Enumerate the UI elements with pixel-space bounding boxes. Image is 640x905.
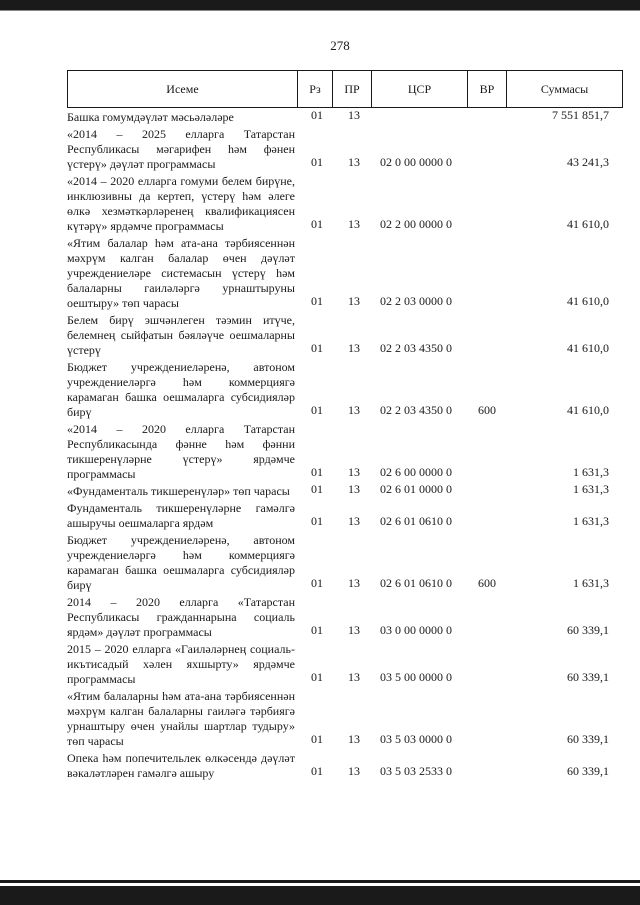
row-rz: 01 <box>311 341 323 355</box>
row-pr: 13 <box>348 294 360 308</box>
row-name: «2014 – 2020 елларга гомуми белем бирүне, инклюзивны да кертеп, үстерү һәм әлеге өлкә хезмәткәрләренең квалификациясен күтәрү» ярдәмче программасы <box>67 174 295 233</box>
row-rz: 01 <box>311 465 323 479</box>
header-csr: ЦСР <box>407 82 432 96</box>
row-sum: 1 631,3 <box>573 482 609 496</box>
table-row <box>67 358 623 420</box>
row-name: Башка гомумдәүләт мәсьәләләре <box>67 110 234 124</box>
header-sum: Суммасы <box>540 82 589 96</box>
header-vr: ВР <box>479 82 495 96</box>
table-row <box>67 420 623 482</box>
row-sum: 60 339,1 <box>567 764 609 778</box>
table-row <box>67 172 623 234</box>
row-rz: 01 <box>311 623 323 637</box>
row-pr: 13 <box>348 465 360 479</box>
row-rz: 01 <box>311 514 323 528</box>
table-row <box>67 311 623 358</box>
header-name: Исеме <box>166 82 199 96</box>
scan-bottom-line <box>0 880 640 883</box>
row-name: Бюджет учреждениеләренә, автоном учреждениеләргә һәм коммерциягә карамаган башка оешмаларга субсидияләр бирү <box>67 533 295 592</box>
budget-table <box>67 70 623 781</box>
row-csr: 03 0 00 0000 0 <box>380 623 452 637</box>
row-sum: 7 551 851,7 <box>552 108 609 122</box>
row-rz: 01 <box>311 732 323 746</box>
row-sum: 41 610,0 <box>567 217 609 231</box>
row-rz: 01 <box>311 217 323 231</box>
row-csr: 03 5 03 0000 0 <box>380 732 452 746</box>
row-pr: 13 <box>348 217 360 231</box>
table-row <box>67 640 623 687</box>
table-row <box>67 687 623 749</box>
table-header <box>67 70 623 108</box>
table-row <box>67 531 623 593</box>
row-pr: 13 <box>348 341 360 355</box>
row-rz: 01 <box>311 482 323 496</box>
row-name: «Ятим балаларны һәм ата-ана тәрбиясеннән мәхрүм калган балаларны гаиләгә тәрбиягә урнаштыру өчен унайлы шартлар тудыру» төп чарасы <box>67 689 295 748</box>
table-row <box>67 593 623 640</box>
row-csr: 02 2 03 0000 0 <box>380 294 452 308</box>
scan-top-border <box>0 0 640 10</box>
row-pr: 13 <box>348 514 360 528</box>
page-number: 278 <box>330 38 350 53</box>
row-csr: 02 2 00 0000 0 <box>380 217 452 231</box>
row-rz: 01 <box>311 764 323 778</box>
scan-bottom-border <box>0 886 640 905</box>
row-vr: 600 <box>478 576 496 590</box>
row-name: «2014 – 2020 елларга Татарстан Республикасында фәнне һәм фәнни тикшеренүләрне үстерү» ярдәмче программасы <box>67 422 295 481</box>
row-pr: 13 <box>348 482 360 496</box>
row-csr: 02 6 01 0610 0 <box>380 576 452 590</box>
row-name: 2014 – 2020 елларга «Татарстан Республикасы гражданнарына социаль ярдәм» дәүләт программасы <box>67 595 295 639</box>
row-pr: 13 <box>348 108 360 122</box>
row-csr: 02 6 00 0000 0 <box>380 465 452 479</box>
row-sum: 41 610,0 <box>567 403 609 417</box>
row-pr: 13 <box>348 623 360 637</box>
row-rz: 01 <box>311 403 323 417</box>
row-pr: 13 <box>348 764 360 778</box>
row-pr: 13 <box>348 155 360 169</box>
table-row <box>67 749 623 781</box>
row-csr: 02 6 01 0000 0 <box>380 482 452 496</box>
row-name: «Фундаменталь тикшеренүләр» төп чарасы <box>67 484 290 498</box>
row-csr: 02 2 03 4350 0 <box>380 403 452 417</box>
row-csr: 03 5 03 2533 0 <box>380 764 452 778</box>
row-pr: 13 <box>348 732 360 746</box>
row-sum: 1 631,3 <box>573 576 609 590</box>
row-name: Опека һәм попечительлек өлкәсендә дәүләт вәкаләтләрен гамәлгә ашыру <box>67 751 295 780</box>
row-name: «Ятим балалар һәм ата-ана тәрбиясеннән мәхрүм калган балалар өчен дәүләт учреждениеләре системасын үстерү һәм балаларны гаиләләргә урнаштыруны оештыру» төп чарасы <box>67 236 295 310</box>
row-name: Бюджет учреждениеләренә, автоном учреждениеләргә һәм коммерциягә карамаган башка оешмаларга субсидияләр бирү <box>67 360 295 419</box>
row-name: Белем бирү эшчәнлеген тәэмин итүче, белемнең сыйфатын бәяләүче оешмаларны үстерү <box>67 313 295 357</box>
row-rz: 01 <box>311 155 323 169</box>
row-name: 2015 – 2020 елларга «Гаиләләрнең социаль-икътисадый хәлен яхшырту» ярдәмче программасы <box>67 642 295 686</box>
table-row <box>67 234 623 311</box>
row-pr: 13 <box>348 670 360 684</box>
row-name: «2014 – 2025 елларга Татарстан Республикасы мәгарифен һәм фәнен үстерү» дәүләт программасы <box>67 127 295 171</box>
row-pr: 13 <box>348 403 360 417</box>
row-sum: 41 610,0 <box>567 341 609 355</box>
row-csr: 02 2 03 4350 0 <box>380 341 452 355</box>
row-rz: 01 <box>311 670 323 684</box>
row-sum: 1 631,3 <box>573 465 609 479</box>
row-rz: 01 <box>311 576 323 590</box>
header-rz: Рз <box>309 82 321 96</box>
table-row <box>67 482 623 499</box>
row-sum: 41 610,0 <box>567 294 609 308</box>
row-pr: 13 <box>348 576 360 590</box>
row-rz: 01 <box>311 294 323 308</box>
row-rz: 01 <box>311 108 323 122</box>
header-pr: ПР <box>344 82 360 96</box>
scan-top-line <box>0 10 640 11</box>
row-sum: 60 339,1 <box>567 732 609 746</box>
table-body <box>67 108 623 781</box>
row-sum: 1 631,3 <box>573 514 609 528</box>
table-row <box>67 108 623 125</box>
row-csr: 02 6 01 0610 0 <box>380 514 452 528</box>
row-csr: 03 5 00 0000 0 <box>380 670 452 684</box>
row-sum: 60 339,1 <box>567 623 609 637</box>
table-row <box>67 499 623 531</box>
row-sum: 60 339,1 <box>567 670 609 684</box>
row-sum: 43 241,3 <box>567 155 609 169</box>
row-csr: 02 0 00 0000 0 <box>380 155 452 169</box>
row-vr: 600 <box>478 403 496 417</box>
row-name: Фундаменталь тикшеренүләрне гамәлгә ашыручы оешмаларга ярдәм <box>67 501 295 530</box>
table-row <box>67 125 623 172</box>
